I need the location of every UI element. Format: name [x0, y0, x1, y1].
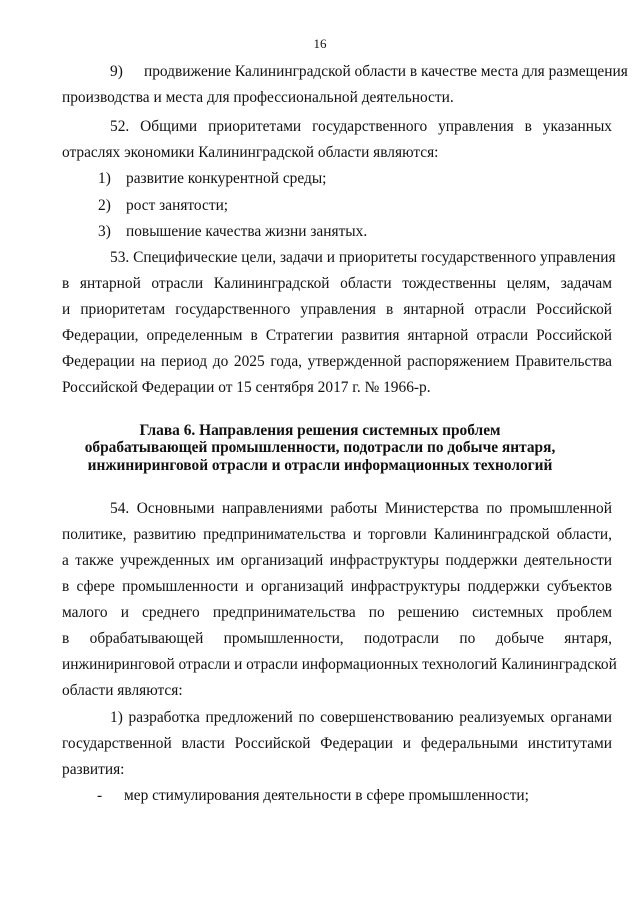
item-9	[110, 62, 628, 82]
p54-line4: в сфере промышленности и организаций инфраструктуры поддержки субъектов	[62, 578, 612, 595]
item-9-marker: 9)	[110, 63, 123, 80]
sub1-line2: государственной власти Российской Федерации и федеральными институтами	[62, 735, 612, 752]
chapter-heading-line3: инжиниринговой отрасли и отрасли информационных технологий	[87, 457, 553, 474]
p54-line7: инжиниринговой отрасли и отрасли информационных технологий Калининградской	[62, 656, 617, 673]
p53-line2: в янтарной отрасли Калининградской области тождественны целям, задачам	[62, 275, 612, 292]
p54-line3: а также учрежденных им организаций инфраструктуры поддержки деятельности	[62, 552, 612, 569]
page-number: 16	[313, 36, 327, 51]
p52-item-2	[98, 196, 228, 216]
p52-item-1	[98, 169, 326, 189]
dash-marker: -	[97, 787, 103, 804]
p52-line2: отраслях экономики Калининградской области являются:	[62, 144, 439, 161]
p52-item-1-marker: 1)	[98, 170, 111, 187]
item-9-text: продвижение Калининградской области в качестве места для размещения	[144, 63, 628, 80]
item-9-line2: производства и места для профессиональной деятельности.	[62, 89, 454, 106]
p52-item-3-text: повышение качества жизни занятых.	[126, 223, 368, 240]
p53-line5: Федерации на период до 2025 года, утвержденной распоряжением Правительства	[62, 353, 612, 370]
p52-item-2-marker: 2)	[98, 197, 111, 214]
p53-line3: и приоритетам государственного управления в янтарной отрасли Российской	[62, 301, 612, 318]
p54-line5: малого и среднего предпринимательства по решению системных проблем	[62, 604, 612, 621]
p54-line2: политике, развитию предпринимательства и торговли Калининградской области,	[62, 526, 612, 543]
p52-line1: 52. Общими приоритетами государственного управления в указанных	[110, 118, 612, 135]
chapter-heading-line2: обрабатывающей промышленности, подотрасли по добыче янтаря,	[84, 439, 556, 456]
sub1-line1: 1) разработка предложений по совершенствованию реализуемых органами	[110, 709, 612, 726]
p52-item-1-text: развитие конкурентной среды;	[126, 170, 327, 187]
p53-line6: Российской Федерации от 15 сентября 2017 г. № 1966-р.	[62, 379, 431, 396]
p52-item-3-marker: 3)	[98, 223, 111, 240]
chapter-heading-line1: Глава 6. Направления решения системных проблем	[139, 422, 501, 439]
dash-item-text: мер стимулирования деятельности в сфере промышленности;	[124, 787, 529, 804]
p54-line1: 54. Основными направлениями работы Министерства по промышленной	[110, 500, 612, 517]
p54-line8: области являются:	[62, 682, 183, 699]
p52-item-3	[98, 222, 367, 242]
p52-item-2-text: рост занятости;	[126, 197, 229, 214]
p53-line4: Федерации, определенным в Стратегии развития янтарной отрасли Российской	[62, 327, 612, 344]
sub1-line3: развития:	[62, 761, 125, 778]
p54-line6: в обрабатывающей промышленности, подотрасли по добыче янтаря,	[62, 630, 612, 647]
p53-line1: 53. Специфические цели, задачи и приоритеты государственного управления	[110, 249, 616, 266]
